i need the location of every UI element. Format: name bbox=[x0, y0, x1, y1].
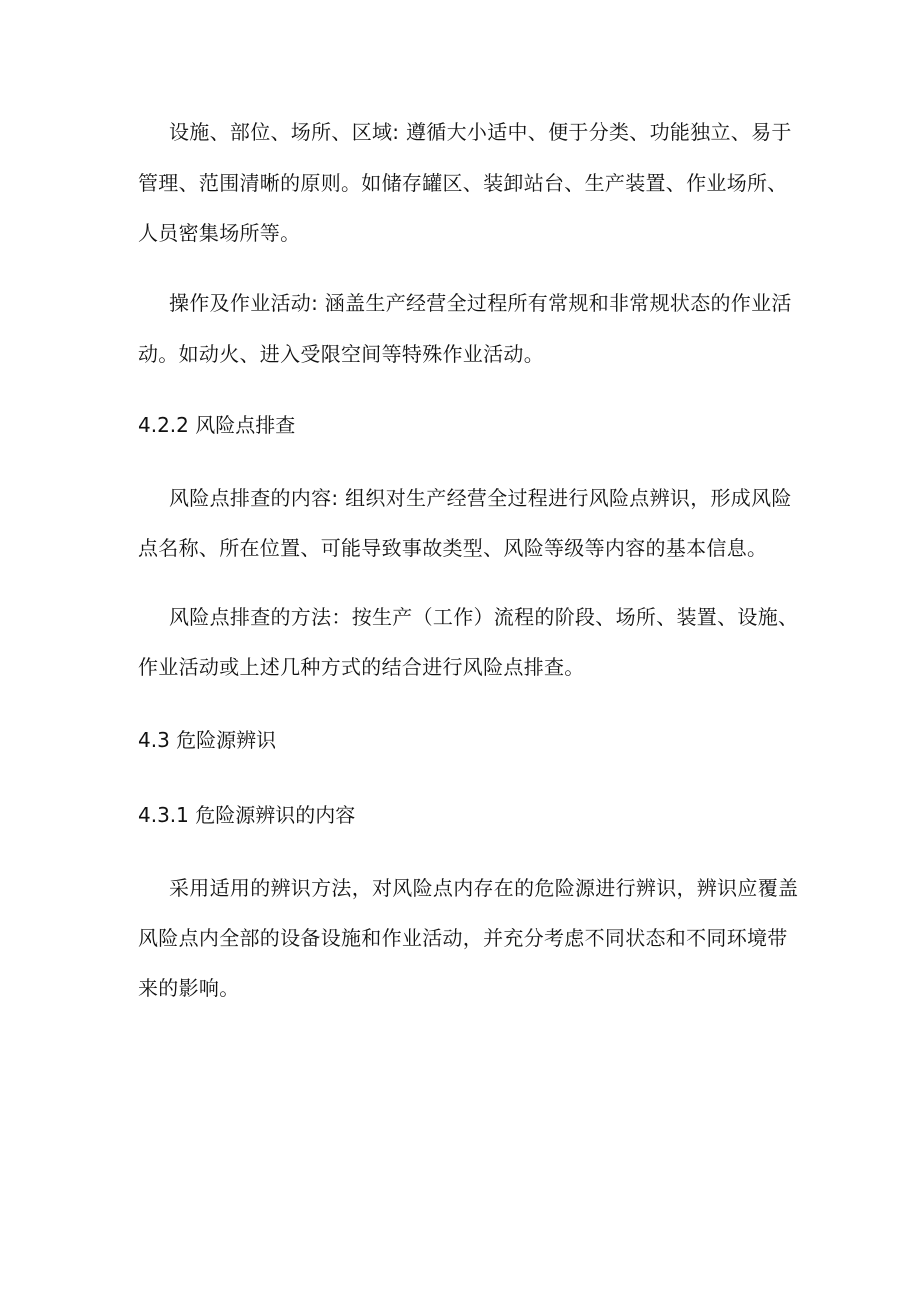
paragraph-facilities-line-1: 设施、部位、场所、区域: 遵循大小适中、便于分类、功能独立、易于 bbox=[169, 120, 792, 144]
paragraph-risk-content-line-1: 风险点排查的内容: 组织对生产经营全过程进行风险点辨识，形成风险 bbox=[169, 486, 792, 510]
section-heading-4-2-2: 4.2.2 风险点排查 bbox=[138, 413, 296, 437]
section-heading-4-3-1: 4.3.1 危险源辨识的内容 bbox=[138, 803, 356, 827]
paragraph-risk-method-line-2: 作业活动或上述几种方式的结合进行风险点排查。 bbox=[138, 655, 585, 679]
paragraph-risk-method-line-1: 风险点排查的方法：按生产（工作）流程的阶段、场所、装置、设施、 bbox=[169, 605, 799, 629]
paragraph-operations-line-1: 操作及作业活动: 涵盖生产经营全过程所有常规和非常规状态的作业活 bbox=[169, 291, 792, 315]
section-heading-4-3: 4.3 危险源辨识 bbox=[138, 728, 277, 752]
paragraph-risk-content-line-2: 点名称、所在位置、可能导致事故类型、风险等级等内容的基本信息。 bbox=[138, 536, 768, 560]
paragraph-facilities-line-2: 管理、范围清晰的原则。如储存罐区、装卸站台、生产装置、作业场所、 bbox=[138, 171, 788, 195]
paragraph-hazard-line-1: 采用适用的辨识方法，对风险点内存在的危险源进行辨识，辨识应覆盖 bbox=[169, 876, 799, 900]
paragraph-hazard-line-3: 来的影响。 bbox=[138, 976, 240, 1000]
paragraph-hazard-line-2: 风险点内全部的设备设施和作业活动，并充分考虑不同状态和不同环境带 bbox=[138, 926, 788, 950]
paragraph-operations-line-2: 动。如动火、进入受限空间等特殊作业活动。 bbox=[138, 342, 544, 366]
paragraph-facilities-line-3: 人员密集场所等。 bbox=[138, 221, 301, 245]
